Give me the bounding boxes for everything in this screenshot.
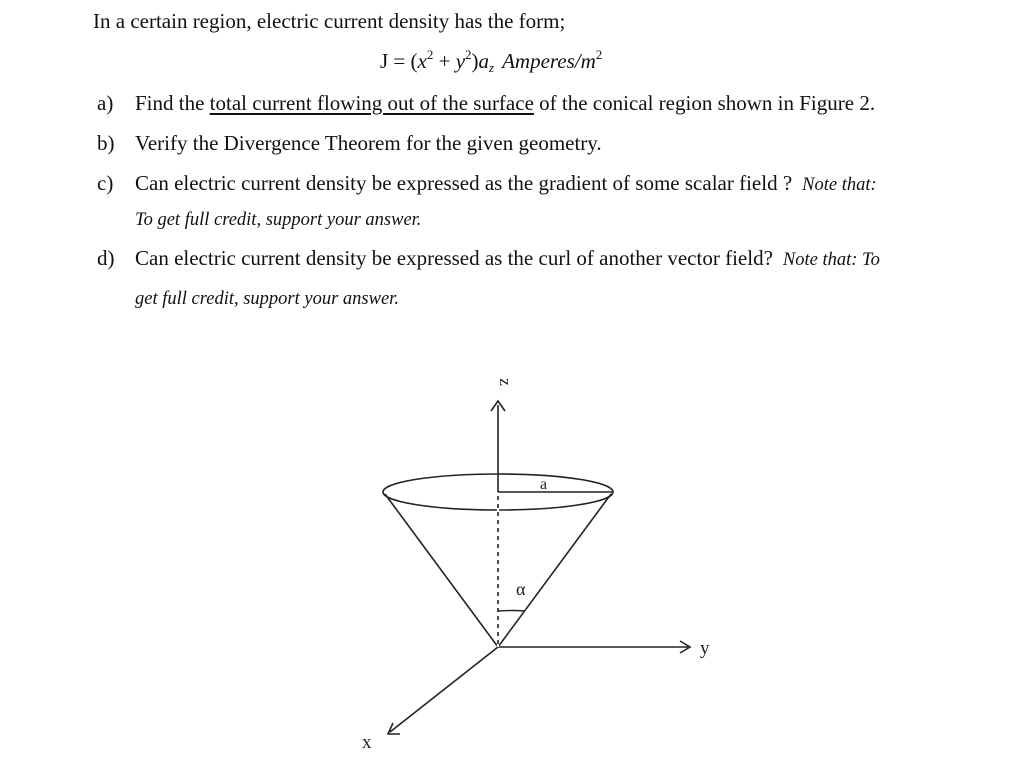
- question-a-text-pre: Find the: [135, 91, 210, 115]
- cone-left-edge: [385, 494, 498, 647]
- cone-right-edge: [498, 494, 611, 647]
- equation-units-exponent: 2: [595, 47, 603, 62]
- angle-label: α: [516, 579, 526, 599]
- equation-x: x: [417, 49, 427, 73]
- equation-unit-vector-subscript: z: [489, 60, 495, 75]
- equation-x-exponent: 2: [426, 47, 434, 62]
- equation-y-exponent: 2: [465, 47, 472, 62]
- equation-close-paren: ): [471, 49, 479, 73]
- intro-text: In a certain region, electric current density has the form;: [93, 9, 566, 33]
- question-a-underlined-text: total current flowing out of the surface: [209, 91, 534, 115]
- question-a-text-post: of the conical region shown in Figure 2.: [533, 91, 876, 115]
- question-d-note: Note that: To: [782, 250, 880, 270]
- equation-y: y: [455, 49, 466, 73]
- equation-open-paren: (: [410, 49, 418, 73]
- question-a-letter: a): [97, 91, 114, 115]
- z-axis-label: z: [496, 378, 515, 386]
- equation-lhs: J =: [380, 49, 411, 73]
- y-axis-label: y: [700, 638, 710, 659]
- x-axis: [390, 647, 498, 732]
- question-d-text: Can electric current density be expressed as the curl of another vector field?: [135, 246, 773, 270]
- question-d-continuation: get full credit, support your answer.: [135, 289, 399, 309]
- question-b-letter: b): [97, 131, 115, 155]
- question-c-continuation: To get full credit, support your answer.: [135, 210, 422, 230]
- x-axis-label: x: [362, 732, 372, 753]
- question-b-text: Verify the Divergence Theorem for the given geometry.: [135, 131, 602, 155]
- equation-unit-vector: a: [478, 49, 490, 73]
- angle-arc: [498, 611, 524, 612]
- equation-units: Amperes/m: [502, 49, 596, 73]
- question-c-letter: c): [97, 171, 114, 195]
- question-c-note: Note that:: [802, 175, 877, 195]
- equation-plus: +: [433, 49, 456, 73]
- question-d-letter: d): [97, 246, 115, 270]
- question-c-text: Can electric current density be expressed as the gradient of some scalar field ?: [135, 171, 793, 195]
- radius-label: a: [540, 476, 548, 493]
